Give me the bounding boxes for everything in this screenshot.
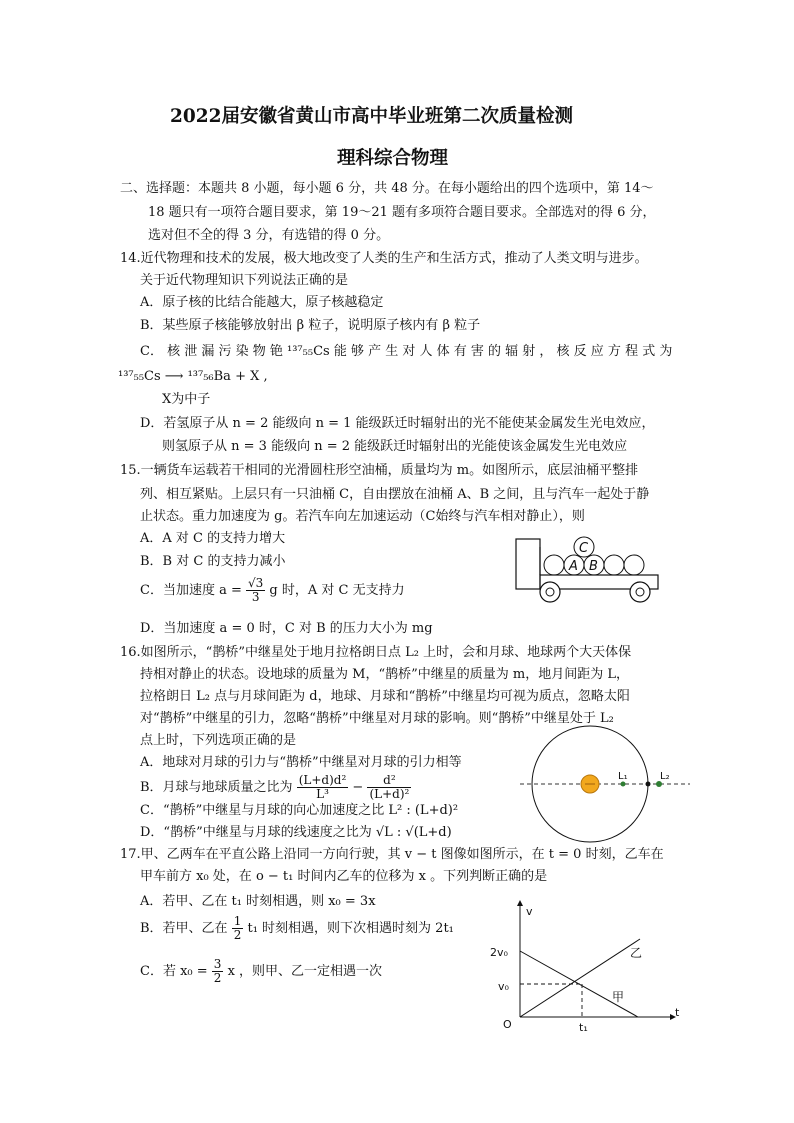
q17-option-b bbox=[140, 915, 454, 942]
q16-option-b-fraction1 bbox=[297, 774, 349, 801]
q17-stem-line2: 甲车前方 x₀ 处，在 o − t₁ 时间内乙车的位移为 x 。下列判断正确的是 bbox=[140, 869, 548, 884]
q14-option-c-line2: ¹³⁷₅₅Cs ⟶ ¹³⁷₅₆Ba + X , bbox=[118, 369, 268, 384]
truck-figure bbox=[512, 527, 662, 607]
page-subtitle: 理科综合物理 bbox=[337, 148, 449, 169]
q15-stem-line3: 止状态。重力加速度为 g。若汽车向左加速运动（C始终与汽车相对静止），则 bbox=[140, 509, 585, 524]
q15-option-b: B．B 对 C 的支持力减小 bbox=[140, 554, 286, 569]
section-instruction-line1: 二、选择题：本题共 8 小题，每小题 6 分，共 48 分。在每小题给出的四个选项中，第 14～ bbox=[120, 181, 654, 196]
section-instruction-line2: 18 题只有一项符合题目要求，第 19～21 题有多项符合题目要求。全部选对的得 6 分， bbox=[148, 205, 656, 220]
q17b-frac-denominator: 2 bbox=[233, 928, 242, 942]
q17c-frac-numerator: 3 bbox=[213, 957, 222, 971]
label-a: A bbox=[569, 559, 578, 574]
label-yi: 乙 bbox=[630, 946, 643, 960]
q16-option-a: A．地球对月球的引力与“鹊桥”中继星对月球的引力相等 bbox=[140, 755, 462, 770]
page-title: 2022届安徽省黄山市高中毕业班第二次质量检测 bbox=[170, 106, 573, 127]
q14-option-d-line1: D．若氢原子从 n = 2 能级向 n = 1 能级跃迁时辐射出的光不能使某金属发生光电效应， bbox=[140, 416, 655, 431]
q15-frac-denominator: 3 bbox=[251, 590, 260, 604]
q15-option-c-prefix: C．当加速度 a = bbox=[140, 583, 242, 598]
q16-stem-line3: 拉格朗日 L₂ 点与月球间距为 d，地球、月球和“鹊桥”中继星均可视为质点，忽略太阳 bbox=[140, 689, 630, 704]
q16-frac2-numerator: d² bbox=[367, 774, 411, 788]
origin-label: O bbox=[503, 1018, 512, 1031]
q16-option-b-prefix: B．月球与地球质量之比为 bbox=[140, 780, 293, 795]
v-axis-label: v bbox=[526, 905, 533, 918]
q14-stem-line2: 关于近代物理知识下列说法正确的是 bbox=[140, 273, 349, 288]
q17-option-b-prefix: B．若甲、乙在 bbox=[140, 921, 228, 936]
label-b: B bbox=[589, 559, 598, 574]
q15-option-c-fraction bbox=[246, 577, 265, 604]
q14-option-a: A．原子核的比结合能越大，原子核越稳定 bbox=[140, 295, 384, 310]
truck-cab bbox=[516, 539, 540, 589]
q16-option-b bbox=[140, 774, 411, 801]
q17c-frac-denominator: 2 bbox=[213, 971, 222, 985]
orbit-figure bbox=[518, 724, 693, 844]
q17-option-b-suffix: t₁ 时刻相遇，则下次相遇时刻为 2t₁ bbox=[247, 921, 454, 936]
section-instruction-line3: 选对但不全的得 3 分，有选错的得 0 分。 bbox=[148, 228, 390, 243]
q17-option-c bbox=[140, 958, 382, 985]
q16-frac2-denominator: (L+d)² bbox=[369, 787, 410, 801]
q16-option-b-fraction2 bbox=[367, 774, 411, 801]
x-tick-t1: t₁ bbox=[579, 1021, 588, 1034]
moon bbox=[646, 782, 651, 787]
q15-option-a: A．A 对 C 的支持力增大 bbox=[140, 531, 286, 546]
q16-stem-line1: 16.如图所示，“鹊桥”中继星处于地月拉格朗日点 L₂ 上时，会和月球、地球两个大天体保 bbox=[120, 645, 632, 660]
label-l1: L₁ bbox=[618, 771, 628, 782]
q16-frac1-denominator: L³ bbox=[316, 787, 329, 801]
q15-stem-line2: 列、相互紧贴。上层只有一只油桶 C，自由摆放在油桶 A、B 之间，且与汽车一起处于静 bbox=[140, 487, 650, 502]
q15-stem-line1: 15.一辆货车运载若干相同的光滑圆柱形空油桶，质量均为 m。如图所示，底层油桶平整排 bbox=[120, 463, 639, 478]
q16-frac1-numerator: (L+d)d² bbox=[298, 773, 347, 787]
label-jia: 甲 bbox=[612, 990, 625, 1004]
q17-option-b-fraction bbox=[232, 915, 244, 942]
lagrange-l1-point bbox=[621, 782, 626, 787]
label-c: C bbox=[579, 541, 589, 556]
q14-option-c-line3: X为中子 bbox=[162, 392, 211, 407]
line-yi bbox=[520, 939, 643, 1017]
wheel-back bbox=[630, 582, 650, 602]
q15-frac-numerator: √3 bbox=[248, 576, 264, 590]
q16-option-b-minus: − bbox=[352, 780, 364, 795]
q15-option-c-suffix: g 时，A 对 C 无支持力 bbox=[269, 583, 405, 598]
barrel-5 bbox=[624, 555, 644, 575]
q17-option-c-prefix: C．若 x₀ = bbox=[140, 964, 208, 979]
q14-option-d-line2: 则氢原子从 n = 3 能级向 n = 2 能级跃迁时辐射出的光能使该金属发生光电效应 bbox=[162, 439, 628, 454]
q15-option-c bbox=[140, 577, 405, 604]
wheel-front bbox=[540, 582, 560, 602]
q17-stem-line1: 17.甲、乙两车在平直公路上沿同一方向行驶，其 v − t 图像如图所示，在 t = 0 时刻，乙车在 bbox=[120, 847, 664, 862]
q17-option-c-fraction bbox=[212, 958, 224, 985]
t-axis-label: t bbox=[675, 1006, 680, 1019]
q15-option-d: D．当加速度 a = 0 时，C 对 B 的压力大小为 mg bbox=[140, 621, 433, 636]
label-l2: L₂ bbox=[660, 771, 670, 782]
barrel-4 bbox=[604, 555, 624, 575]
q17b-frac-numerator: 1 bbox=[233, 914, 242, 928]
vt-graph bbox=[490, 895, 685, 1035]
y-tick-v0: v₀ bbox=[498, 980, 509, 993]
q17-option-c-suffix: x ，则甲、乙一定相遇一次 bbox=[227, 964, 383, 979]
q16-stem-line5: 点上时，下列选项正确的是 bbox=[140, 733, 297, 748]
q14-option-c-line1: C． 核 泄 漏 污 染 物 铯 ¹³⁷₅₅Cs 能 够 产 生 对 人 体 有 害 的 辐 射 ， 核 反 应 方 程 式 为 bbox=[140, 344, 673, 359]
barrel-1 bbox=[544, 555, 564, 575]
q14-option-b: B．某些原子核能够放射出 β 粒子，说明原子核内有 β 粒子 bbox=[140, 318, 481, 333]
q16-stem-line4: 对“鹊桥”中继星的引力，忽略“鹊桥”中继星对月球的影响。则“鹊桥”中继星处于 L₂ bbox=[140, 711, 614, 726]
q16-stem-line2: 持相对静止的状态。设地球的质量为 M，“鹊桥”中继星的质量为 m，地月间距为 L， bbox=[140, 667, 629, 682]
q14-stem-line1: 14.近代物理和技术的发展，极大地改变了人类的生产和生活方式，推动了人类文明与进步。 bbox=[120, 251, 648, 266]
q16-option-c: C．“鹊桥”中继星与月球的向心加速度之比 L² : (L+d)² bbox=[140, 803, 459, 818]
y-tick-2v0: 2v₀ bbox=[490, 946, 508, 959]
q16-option-d: D．“鹊桥”中继星与月球的线速度之比为 √L : √(L+d) bbox=[140, 825, 452, 840]
q17-option-a: A．若甲、乙在 t₁ 时刻相遇，则 x₀ = 3x bbox=[140, 894, 376, 909]
